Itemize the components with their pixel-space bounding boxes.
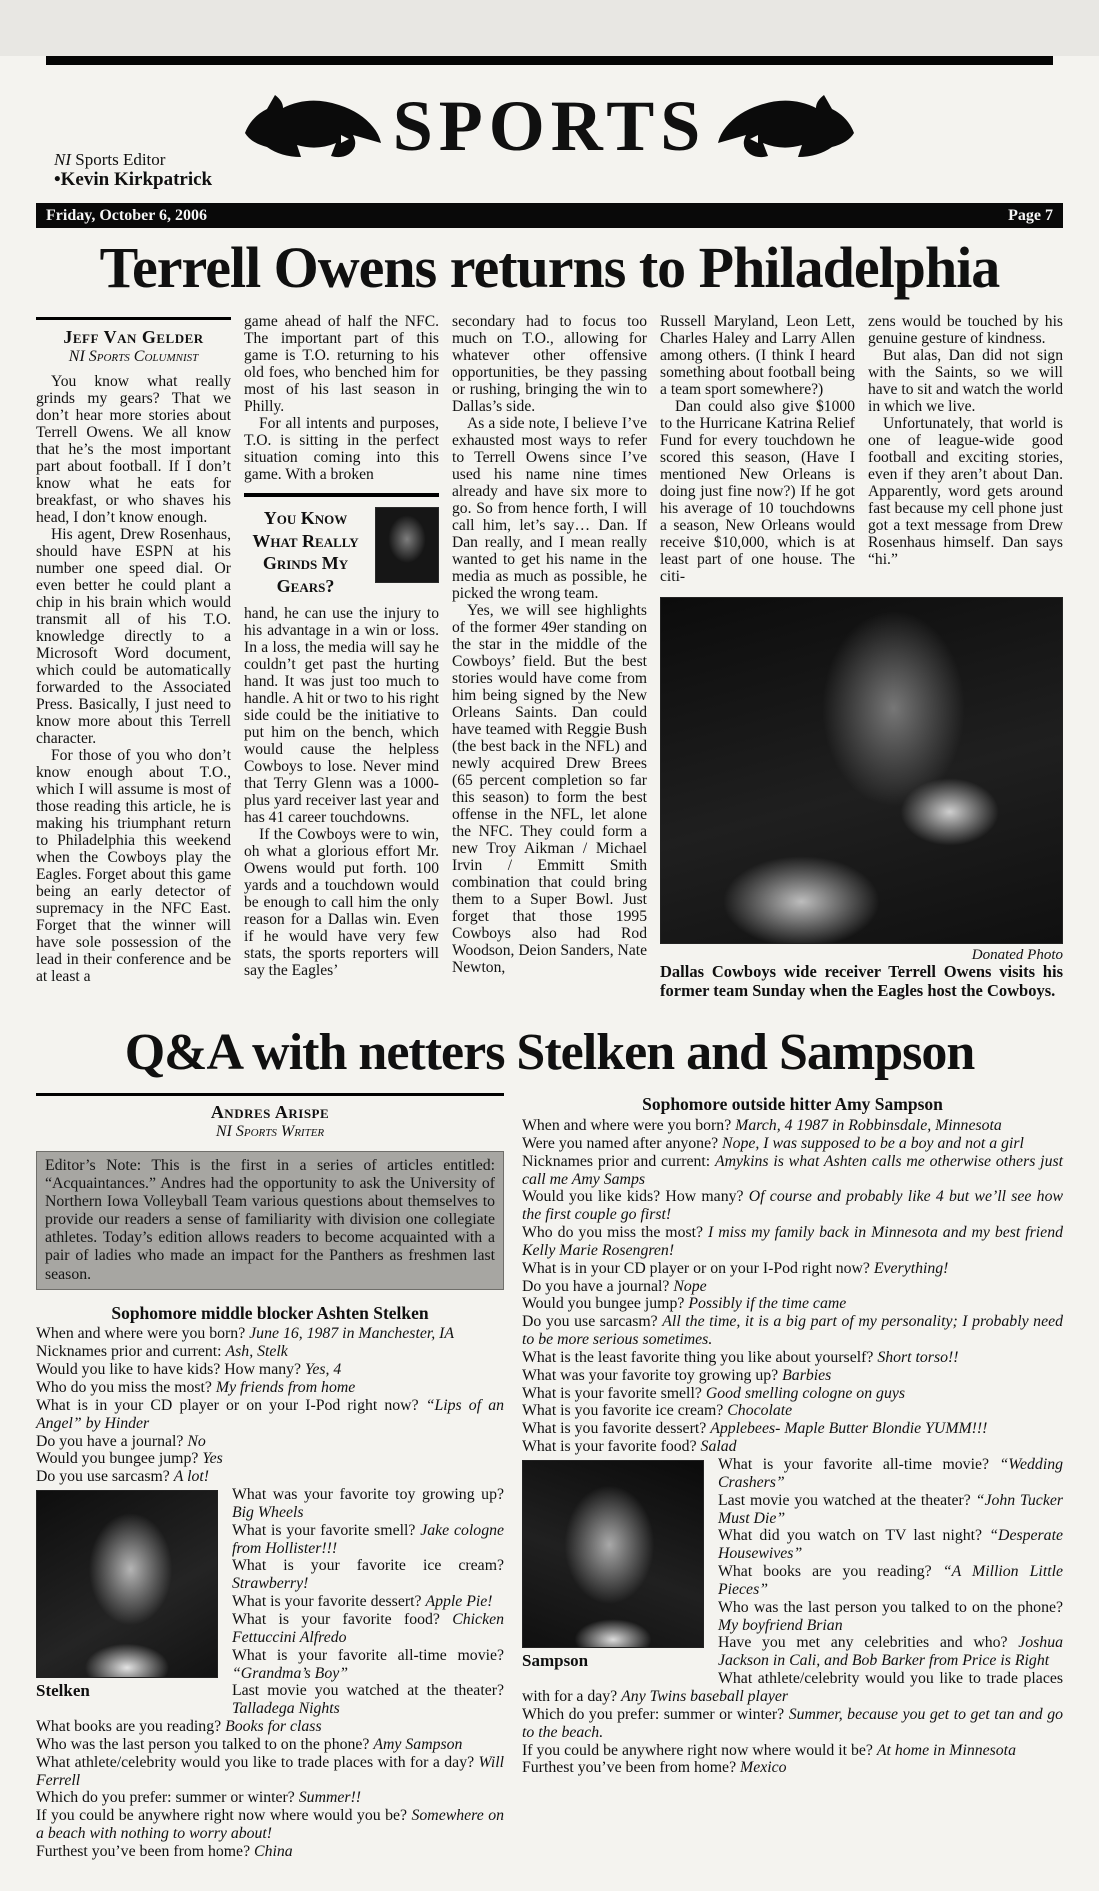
newspaper-page xyxy=(0,56,1099,1891)
editor-name: •Kevin Kirkpatrick xyxy=(54,169,213,191)
answer: Amy Sampson xyxy=(373,1735,463,1753)
question: Last movie you watched at the theater? xyxy=(718,1491,971,1509)
question: What is your favorite all-time movie? xyxy=(232,1646,504,1664)
answer: Applebees- Maple Butter Blondie YUMM!!! xyxy=(710,1420,988,1438)
qa-line xyxy=(522,1420,1063,1438)
question: Have you met any celebrities and who? xyxy=(718,1634,1008,1652)
question: What is your favorite food? xyxy=(232,1610,440,1628)
question: When and where were you born? xyxy=(522,1116,732,1134)
paragraph: But alas, Dan did not sign with the Saints, so we will have to sit and watch the world in which we live. xyxy=(868,347,1063,416)
terrell-owens-photo xyxy=(660,597,1063,944)
photo-caption: Dallas Cowboys wide receiver Terrell Owens visits his former team Sunday when the Eagles host the Cowboys. xyxy=(660,962,1063,1000)
answer: March, 4 1987 in Robbinsdale, Minnesota xyxy=(735,1116,1002,1134)
question: Who do you miss the most? xyxy=(36,1379,212,1397)
answer: Salad xyxy=(700,1438,737,1456)
byline-title: NI Sports Columnist xyxy=(68,347,199,365)
qa-line xyxy=(522,1117,1063,1135)
sampson-photo-flow xyxy=(522,1456,1063,1777)
question: Furthest you’ve been from home? xyxy=(522,1759,737,1777)
paragraph: hand, he can use the injury to his advantage in a win or loss. In a loss, the media will say he couldn’t get past the hurting hand. It was just too much to handle. A hit or two to his right side could be the initiative to put him on the bench, which would cause the helpless Cowboys to lose. Never mind that Terry Glenn was a 1000-plus yard receiver last year and has 41 career touchdowns. xyxy=(244,605,439,826)
qa-line xyxy=(36,1343,504,1361)
stelken-photo-caption: Stelken xyxy=(36,1681,90,1701)
question: Who do you miss the most? xyxy=(522,1224,704,1242)
question: Would you like to have kids? How many? xyxy=(36,1361,302,1379)
question: Last movie you watched at the theater? xyxy=(232,1682,504,1700)
question: Which do you prefer: summer or winter? xyxy=(522,1705,785,1723)
stelken-photo-block xyxy=(36,1490,218,1700)
sampson-qa-bottom xyxy=(522,1742,1063,1778)
answer: Big Wheels xyxy=(232,1503,304,1521)
question: Who was the last person you talked to on the phone? xyxy=(718,1598,1063,1616)
question: What is you favorite ice cream? xyxy=(522,1402,724,1420)
answer: Good smelling cologne on guys xyxy=(705,1384,906,1402)
answer: Nope xyxy=(673,1277,707,1295)
qa-line xyxy=(522,1135,1063,1153)
article1-col5 xyxy=(868,313,1063,585)
question: What did you watch on TV last night? xyxy=(718,1527,983,1545)
qa-line xyxy=(36,1736,504,1754)
answer: Summer, because you get to get tan and go to the beach. xyxy=(522,1705,1064,1741)
answer: Barbies xyxy=(782,1366,832,1384)
question: What athlete/celebrity would you like to trade places with for a day? xyxy=(522,1670,1063,1705)
question: What books are you reading? xyxy=(718,1563,932,1581)
paragraph: secondary had to focus too much on T.O., allowing for whatever other offensive opportunities, be they passing or rushing, bringing the win to Dallas’s side. xyxy=(452,313,647,416)
stelken-qa-top xyxy=(36,1325,504,1486)
question: Furthest you’ve been from home? xyxy=(36,1842,251,1860)
question: What is you favorite dessert? xyxy=(522,1420,707,1438)
paragraph: His agent, Drew Rosenhaus, should have ESPN at his number one speed dial. Or even better he could plant a chip in his brain which would transmit all of his T.O. knowledge directly to a Microsoft Word document, which could be automatically forwarded to the Associated Press. Basically, I just need to know more about this Terrell character. xyxy=(36,526,231,747)
question: When and where were you born? xyxy=(36,1325,246,1343)
answer: Books for class xyxy=(225,1718,322,1736)
answer: “Lips of an Angel” by Hinder xyxy=(36,1396,504,1432)
answer: Nope, I was supposed to be a boy and not a girl xyxy=(722,1134,1024,1152)
question: What is your favorite food? xyxy=(522,1438,697,1456)
qa-byline-title: NI Sports Writer xyxy=(215,1122,325,1140)
question: Would you bungee jump? xyxy=(522,1295,685,1313)
answer: Strawberry! xyxy=(232,1575,309,1593)
page-number: Page 7 xyxy=(1008,206,1053,224)
qa-right-column xyxy=(522,1091,1063,1861)
qa-line xyxy=(522,1349,1063,1367)
qa-line xyxy=(522,1706,1063,1742)
panther-icon xyxy=(712,87,862,165)
answer: “Desperate Housewives” xyxy=(718,1527,1063,1563)
question: What is your favorite dessert? xyxy=(232,1593,422,1611)
answer: All the time, it is a big part of my personality; I probably need to be more serious sometimes. xyxy=(522,1313,1064,1349)
section-title: SPORTS xyxy=(392,86,707,166)
article1-col2 xyxy=(244,313,439,1000)
answer: “John Tucker Must Die” xyxy=(718,1491,1063,1527)
paragraph: For all intents and purposes, T.O. is sitting in the perfect situation coming into this game. With a broken xyxy=(244,415,439,484)
answer: A lot! xyxy=(173,1468,209,1486)
answer: Chicken Fettuccini Alfredo xyxy=(232,1610,504,1646)
qa-line xyxy=(522,1224,1063,1260)
qa-left-column xyxy=(36,1091,504,1861)
qa-line xyxy=(522,1260,1063,1278)
question: What was your favorite toy growing up? xyxy=(522,1366,779,1384)
question: Do you use sarcasm? xyxy=(36,1468,170,1486)
qa-section xyxy=(36,1091,1063,1861)
question: What is in your CD player or on your I-Pod right now? xyxy=(36,1396,419,1414)
columnist-photo xyxy=(375,507,439,583)
qa-line xyxy=(36,1754,504,1790)
pullquote-text: You Know What Really Grinds My Gears? xyxy=(252,508,359,596)
answer: Possibly if the time came xyxy=(688,1295,847,1313)
paragraph: If the Cowboys were to win, oh what a glorious effort Mr. Owens would put forth. 100 yards and a touchdown would be enough to call him the only reason for a Dallas win. Even if he would have very few stats, the sports reporters will say the Eagles’ xyxy=(244,825,439,979)
qa-line xyxy=(36,1433,504,1451)
answer: Will Ferrell xyxy=(36,1753,504,1789)
question: What athlete/celebrity would you like to trade places with for a day? xyxy=(36,1753,475,1771)
article1-col1 xyxy=(36,313,231,1000)
stelken-qa-bottom xyxy=(36,1789,504,1860)
stelken-photo-flow xyxy=(36,1486,504,1861)
question: What is your favorite smell? xyxy=(232,1521,416,1539)
editors-note: Editor’s Note: This is the first in a series of articles entitled: “Acquaintances.” Andres had the opportunity to ask the University of Northern Iowa Volleyball Team various questions about themselves to provide our readers a sense of familiarity with division one collegiate athletes. Today’s edition allows readers to become acquainted with a pair of ladies who made an impact for the Panthers as freshmen last season. xyxy=(36,1151,504,1290)
answer: Short torso!! xyxy=(877,1348,959,1366)
question: What is in your CD player or on your I-Pod right now? xyxy=(522,1259,870,1277)
qa-line xyxy=(522,1742,1063,1760)
paragraph: You know what really grinds my gears? That we don’t hear more stories about Terrell Owens. We all know that he’s the most important part about football. If I don’t know what he eats for breakfast, or who shaves his head, I don’t know enough. xyxy=(36,373,231,527)
question: What is the least favorite thing you like about yourself? xyxy=(522,1348,874,1366)
byline-rule xyxy=(36,317,231,320)
panther-logo-left xyxy=(237,87,387,165)
paragraph: zens would be touched by his genuine gesture of kindness. xyxy=(868,313,1063,348)
question: Which do you prefer: summer or winter? xyxy=(36,1789,295,1807)
qa-line xyxy=(522,1385,1063,1403)
qa-byline-name: Andres Arispe xyxy=(210,1102,330,1123)
qa-line xyxy=(522,1438,1063,1456)
headline-terrell-owens: Terrell Owens returns to Philadelphia xyxy=(99,235,1000,300)
qa-line xyxy=(522,1188,1063,1224)
sampson-photo xyxy=(522,1460,704,1648)
question: Who was the last person you talked to on the phone? xyxy=(36,1735,370,1753)
answer: “Wedding Crashers” xyxy=(718,1456,1064,1491)
answer: Jake cologne from Hollister!!! xyxy=(232,1521,505,1557)
qa-byline-rule xyxy=(36,1093,504,1096)
answer: Amykins is what Ashten calls me otherwise others just call me Amy Samps xyxy=(522,1152,1064,1188)
answer: Yes xyxy=(202,1450,223,1468)
paragraph: Unfortunately, that world is one of league-wide good football and exciting stories, even if they aren’t about Dan. Apparently, word gets around fast because my cell phone just got a text message from Drew Rosenhaus himself. Dan says “hi.” xyxy=(868,415,1063,568)
answer: Joshua Jackson in Cali, and Bob Barker from Price is Right xyxy=(718,1634,1063,1670)
question: What is your favorite smell? xyxy=(522,1384,702,1402)
qa-line xyxy=(36,1468,504,1486)
answer: Ash, Stelk xyxy=(225,1343,288,1361)
paragraph: game ahead of half the NFC. The important part of this game is T.O. returning to his old foes, who benched him for most of his last season in Philly. xyxy=(244,313,439,416)
answer: Everything! xyxy=(873,1259,949,1277)
question: What is your favorite all-time movie? xyxy=(718,1456,989,1474)
panther-icon xyxy=(237,87,387,165)
question: What is your favorite ice cream? xyxy=(232,1557,504,1575)
qa-line xyxy=(36,1807,504,1843)
article1-columns xyxy=(36,313,1063,1000)
sampson-photo-block xyxy=(522,1460,704,1670)
question: Nicknames prior and current: xyxy=(522,1152,711,1170)
question: What books are you reading? xyxy=(36,1718,222,1736)
byline-name: Jeff Van Gelder xyxy=(63,327,204,348)
issue-date: Friday, October 6, 2006 xyxy=(46,206,208,224)
question: Were you named after anyone? xyxy=(522,1134,719,1152)
masthead xyxy=(36,69,1063,197)
panther-logo-right xyxy=(712,87,862,165)
headline-qa: Q&A with netters Stelken and Sampson xyxy=(124,1024,975,1082)
qa-line xyxy=(36,1450,504,1468)
answer: My friends from home xyxy=(215,1379,356,1397)
answer: Any Twins baseball player xyxy=(621,1687,789,1705)
qa-line xyxy=(522,1402,1063,1420)
question: If you could be anywhere right now where would it be? xyxy=(522,1741,873,1759)
answer: Somewhere on a beach with nothing to worry about! xyxy=(36,1807,504,1843)
article1-col2b-text xyxy=(244,605,439,979)
answer: I miss my family back in Minnesota and my best friend Kelly Marie Rosengren! xyxy=(522,1224,1063,1259)
article1-col3 xyxy=(452,313,647,1000)
answer: “Grandma’s Boy” xyxy=(232,1664,349,1682)
answer: June 16, 1987 in Manchester, IA xyxy=(249,1325,455,1343)
paragraph: Yes, we will see highlights of the former 49er standing on the star in the middle of the Cowboys’ field. But the best stories would have come from him being signed by the New Orleans Saints. Dan could have teamed with Reggie Bush (the best back in the NFL) and newly acquired Drew Brees (65 percent completion so far this season) to form the best offense in the NFL, let alone the NFC. They could form a new Troy Aikman / Michael Irvin / Emmitt Smith combination that could bring them to a Super Bowl. Just forget that those 1995 Cowboys also had Rod Woodson, Deion Sanders, Nate Newton, xyxy=(452,601,647,976)
answer: Chocolate xyxy=(727,1402,793,1420)
qa-line xyxy=(522,1313,1063,1349)
editor-label: NI Sports Editor xyxy=(54,149,166,169)
qa-line xyxy=(522,1759,1063,1777)
answer: Talladega Nights xyxy=(232,1700,340,1718)
qa-line xyxy=(36,1397,504,1433)
date-bar xyxy=(36,203,1063,228)
article1-col3-text xyxy=(452,313,647,975)
stelken-title: Sophomore middle blocker Ashten Stelken xyxy=(111,1302,429,1323)
paragraph: As a side note, I believe I’ve exhausted most ways to refer to Terrell Owens since I’ve used his name nine times already and have six more to go. So from hence forth, I will call him, let’s say… Dan. If Dan really, and I mean really wanted to get his name in the media as much as possible, he picked the wrong team. xyxy=(452,415,647,602)
question: Would you like kids? How many? xyxy=(522,1188,744,1206)
photo-credit: Donated Photo xyxy=(971,946,1063,963)
paragraph: Dan could also give $1000 to the Hurricane Katrina Relief Fund for every touchdown he scored this season, (Have I mentioned New Orleans is doing just fine now?) If he got his average of 10 touchdowns a season, New Orleans would receive $10,000, which is at least part of one house. The citi- xyxy=(660,398,855,585)
article1-col4-text xyxy=(660,313,855,585)
question: Do you have a journal? xyxy=(36,1432,184,1450)
answer: Mexico xyxy=(740,1759,787,1777)
top-rule xyxy=(46,56,1053,65)
qa-line xyxy=(522,1278,1063,1296)
paragraph: Russell Maryland, Leon Lett, Charles Haley and Larry Allen among others. (I think I heard something about football being a team sport somewhere?) xyxy=(660,313,855,399)
sampson-title: Sophomore outside hitter Amy Sampson xyxy=(642,1094,943,1115)
answer: At home in Minnesota xyxy=(876,1741,1016,1759)
question: Do you use sarcasm? xyxy=(522,1313,658,1331)
qa-line xyxy=(36,1789,504,1807)
sampson-qa-top xyxy=(522,1117,1063,1456)
question: Do you have a journal? xyxy=(522,1277,670,1295)
answer: Apple Pie! xyxy=(425,1593,493,1611)
paragraph: For those of you who don’t know enough about T.O., which I will assume is most of those reading this article, he is making his triumphant return to Philadelphia this weekend when the Cowboys play the Eagles. Forget about this game being an early detector of supremacy in the NFC East. Forget that the winner will have sole possession of the lead in their conference and be at least a xyxy=(36,746,231,985)
qa-line xyxy=(36,1379,504,1397)
masthead-center xyxy=(36,87,1063,165)
qa-line xyxy=(36,1843,504,1861)
qa-line xyxy=(36,1718,504,1736)
sampson-photo-caption: Sampson xyxy=(522,1651,589,1671)
qa-line xyxy=(522,1153,1063,1189)
article1-col2a-text xyxy=(244,313,439,483)
answer: Summer!! xyxy=(298,1789,362,1807)
answer: No xyxy=(187,1432,206,1450)
answer: Yes, 4 xyxy=(304,1361,342,1379)
qa-line xyxy=(36,1325,504,1343)
qa-line xyxy=(522,1295,1063,1313)
question: What was your favorite toy growing up? xyxy=(232,1486,504,1504)
qa-line xyxy=(36,1361,504,1379)
question: Nicknames prior and current: xyxy=(36,1343,222,1361)
question: Would you bungee jump? xyxy=(36,1450,199,1468)
question: If you could be anywhere right now where would you be? xyxy=(36,1807,408,1825)
stelken-photo xyxy=(36,1490,218,1678)
article1-col1-text xyxy=(36,373,231,984)
article1-col4 xyxy=(660,313,855,585)
answer: Of course and probably like 4 but we’ll see how the first couple go first! xyxy=(522,1188,1064,1224)
qa-line xyxy=(522,1367,1063,1385)
article1-col4-5 xyxy=(660,313,1063,1000)
qa-line xyxy=(522,1670,1063,1706)
answer: My boyfriend Brian xyxy=(718,1616,843,1634)
pullquote-box xyxy=(244,493,439,597)
answer: China xyxy=(254,1842,293,1860)
article1-col5-text xyxy=(868,313,1063,568)
answer: “A Million Little Pieces” xyxy=(718,1563,1063,1598)
